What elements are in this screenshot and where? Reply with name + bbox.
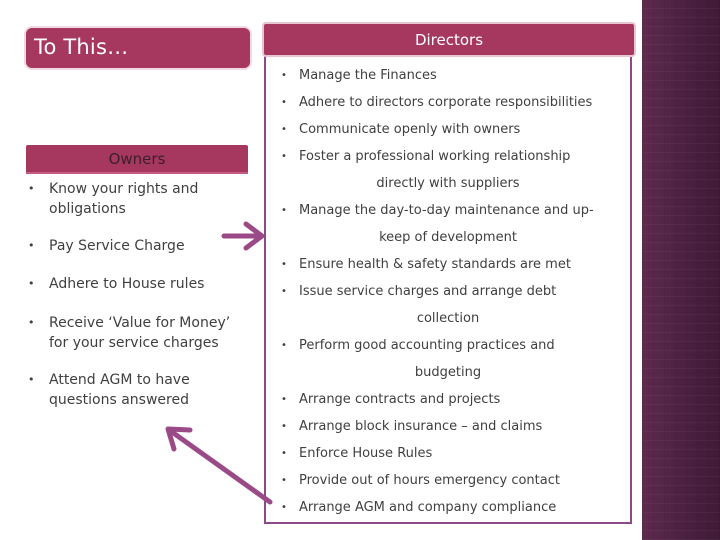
director-item-text: Perform good accounting practices and	[299, 338, 555, 353]
director-item-text: Issue service charges and arrange debt	[299, 284, 557, 299]
bullet: •	[28, 239, 35, 252]
director-item-text: Manage the Finances	[299, 68, 437, 83]
director-item-text: Arrange block insurance – and claims	[299, 419, 543, 434]
director-item-text: Arrange AGM and company compliance	[299, 500, 557, 515]
director-item-text: Foster a professional working relationship	[299, 149, 571, 164]
bullet: •	[281, 70, 287, 81]
director-item-continuation: directly with suppliers	[376, 176, 520, 191]
slide-title	[26, 28, 250, 68]
owner-item-text: Receive ‘Value for Money’	[49, 315, 231, 331]
owners-divider	[26, 172, 248, 174]
bullet: •	[28, 277, 35, 290]
director-item-text: Communicate openly with owners	[299, 122, 521, 137]
bullet: •	[281, 97, 287, 108]
director-item-continuation: keep of development	[379, 230, 517, 245]
slide-title-text: To This…	[34, 35, 129, 59]
bullet: •	[281, 421, 287, 432]
bullet: •	[28, 182, 35, 195]
bullet: •	[28, 373, 35, 386]
director-item-text: Enforce House Rules	[299, 446, 433, 461]
owners-header: Owners	[26, 145, 248, 172]
bullet: •	[281, 124, 287, 135]
owner-item-text: Pay Service Charge	[49, 238, 185, 254]
arrow-up-left-icon	[168, 429, 270, 502]
directors-header: Directors	[264, 24, 634, 55]
director-item-text: Ensure health & safety standards are met	[299, 257, 571, 272]
director-item-continuation: budgeting	[414, 365, 482, 380]
owner-item-text: Attend AGM to have	[49, 372, 190, 388]
bullet: •	[281, 340, 287, 351]
owner-item-text: questions answered	[49, 392, 189, 408]
bullet: •	[281, 394, 287, 405]
director-item-text: Arrange contracts and projects	[299, 392, 501, 407]
bullet: •	[281, 286, 287, 297]
owner-item-text: Adhere to House rules	[49, 276, 205, 292]
bullet: •	[281, 151, 287, 162]
director-item-text: Manage the day-to-day maintenance and up-	[299, 203, 594, 218]
decorative-side-strip	[642, 0, 720, 540]
owner-item-text: obligations	[49, 201, 126, 217]
bullet: •	[281, 205, 287, 216]
bullet: •	[281, 448, 287, 459]
director-item-text: Adhere to directors corporate responsibilities	[299, 95, 593, 110]
director-item-continuation: collection	[416, 311, 480, 326]
owner-item-text: Know your rights and	[49, 181, 199, 197]
director-item-text: Provide out of hours emergency contact	[299, 473, 560, 488]
owner-item-text: for your service charges	[49, 335, 219, 351]
bullet: •	[281, 475, 287, 486]
bullet: •	[281, 502, 287, 513]
bullet: •	[28, 316, 35, 329]
bullet: •	[281, 259, 287, 270]
